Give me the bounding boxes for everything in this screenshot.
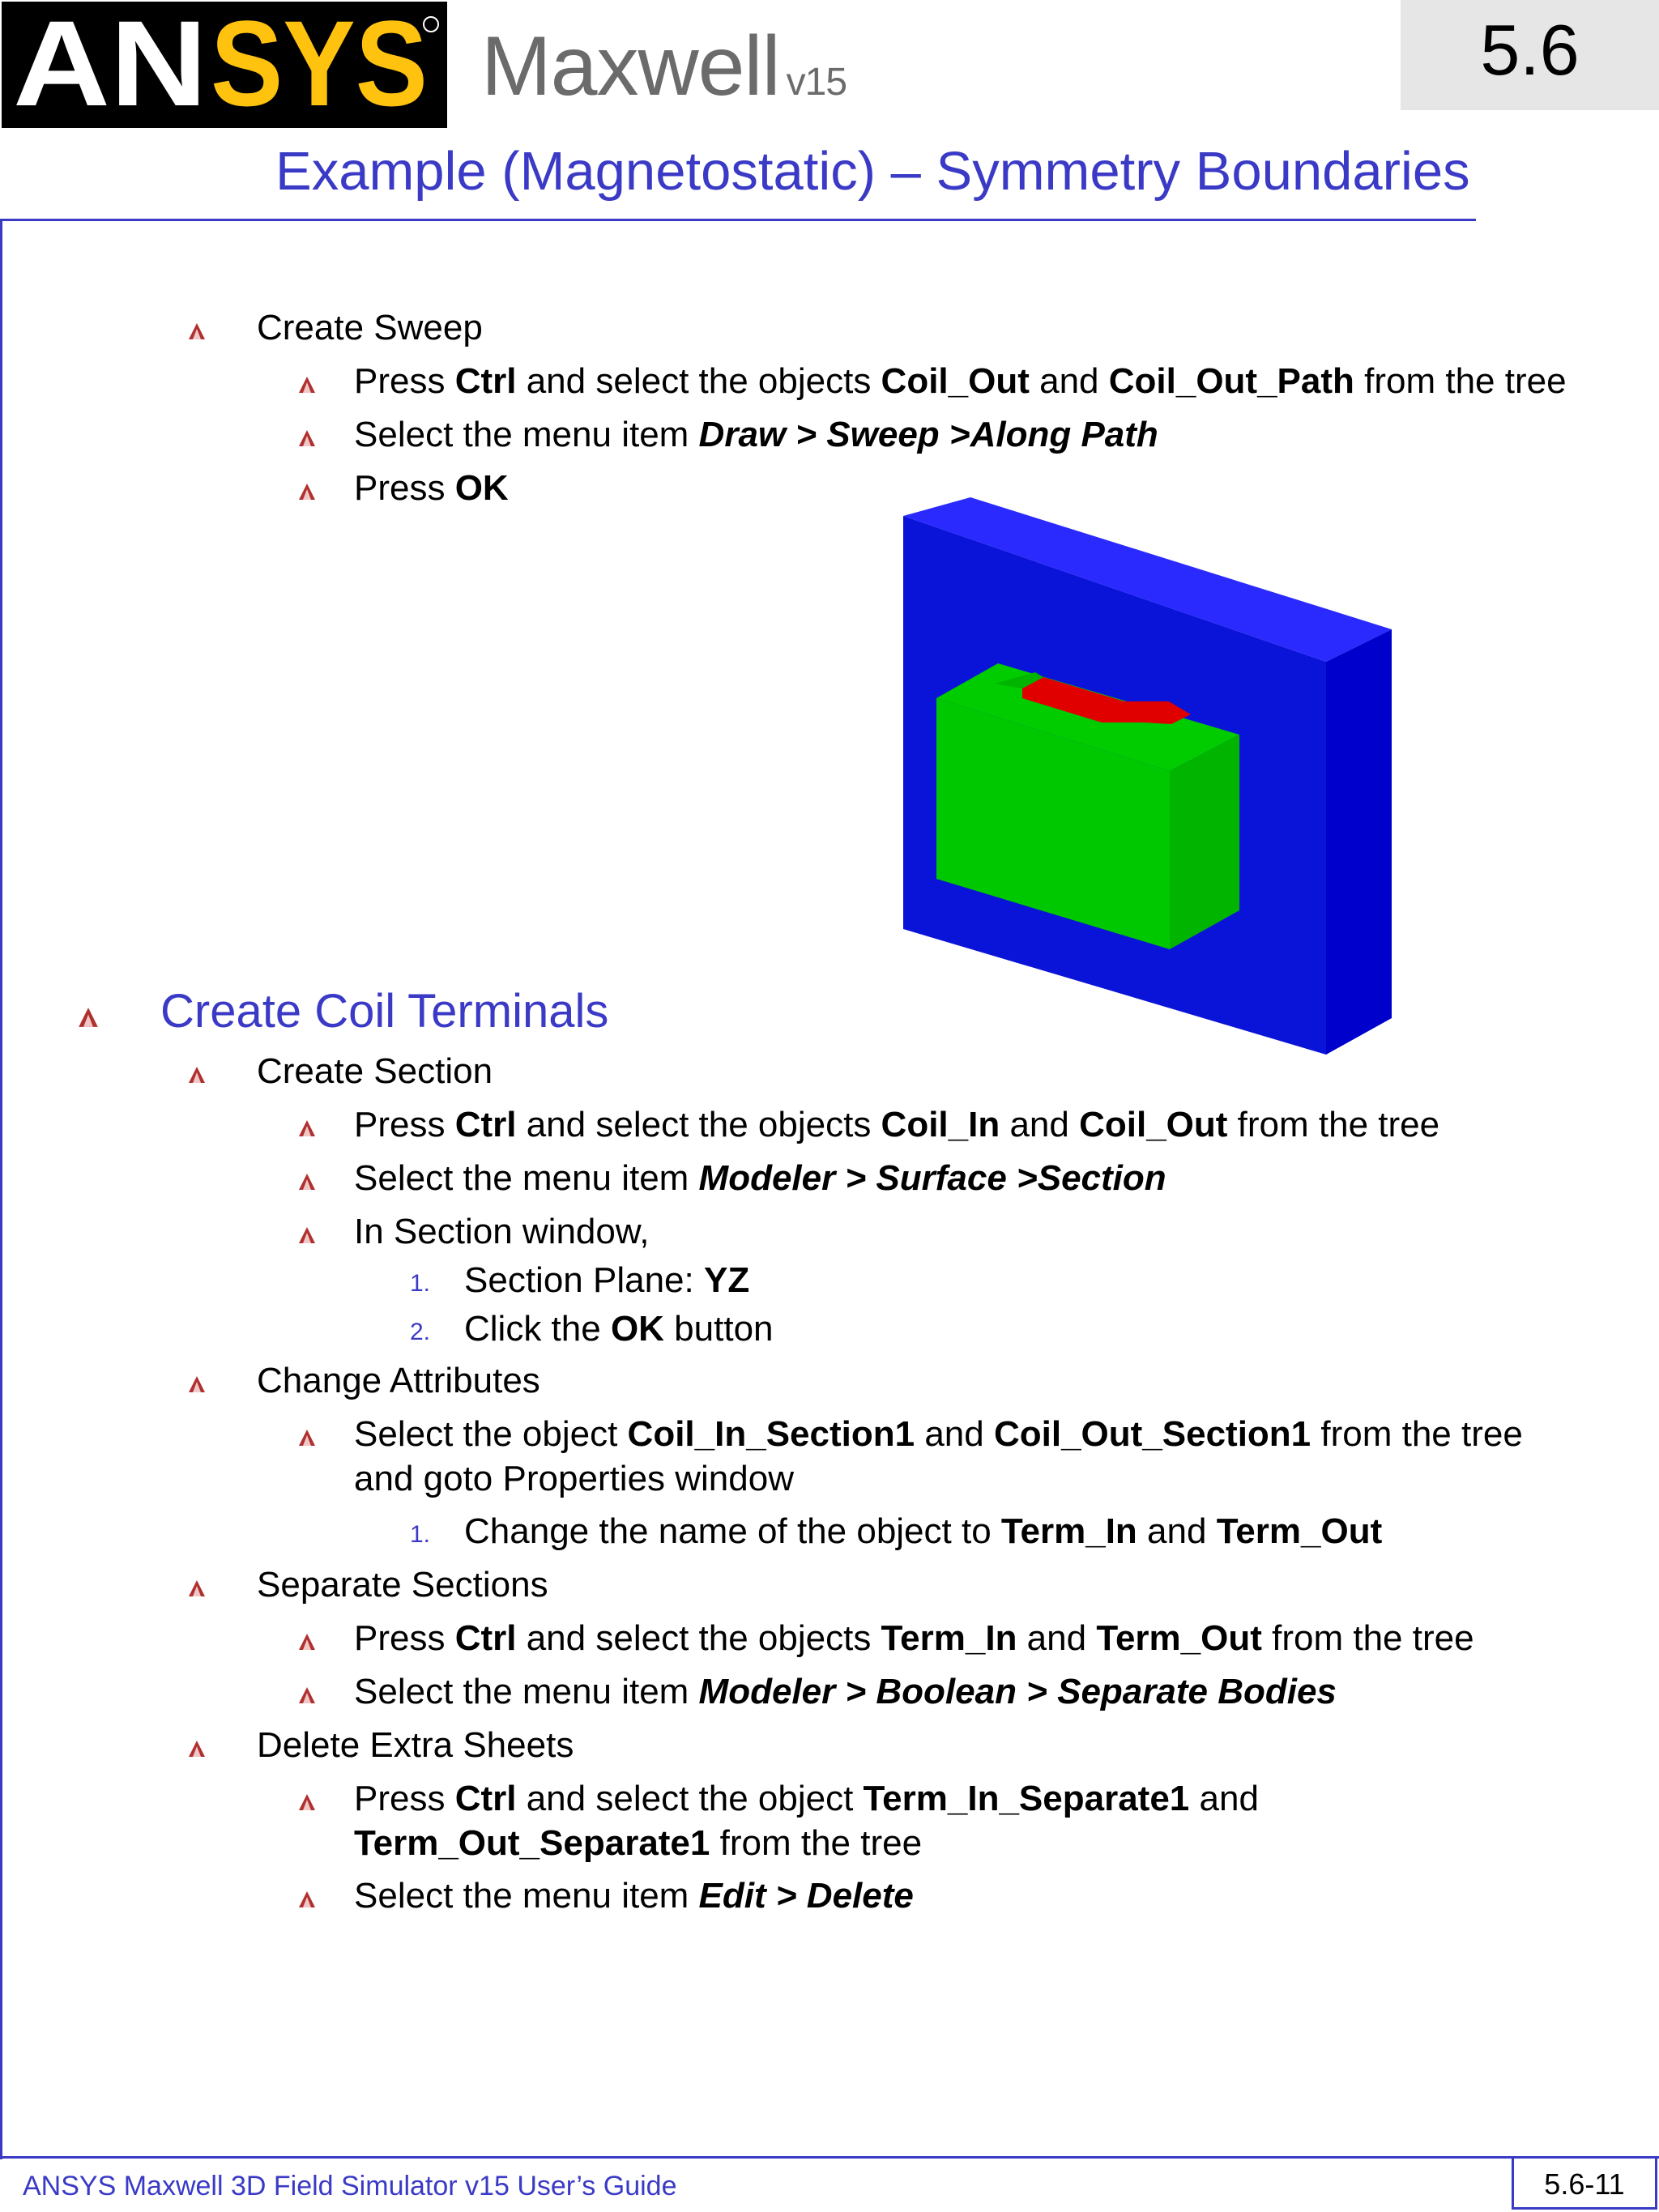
step-select-sections: Select the object Coil_In_Section1 and Coil_Out_Section1 from the tree <box>354 1414 1523 1454</box>
page-number: 5.6-11 <box>1544 2167 1625 2201</box>
bullet-icon <box>78 1007 99 1028</box>
step-select-terms: Press Ctrl and select the objects Term_In and Term_Out from the tree <box>354 1618 1474 1658</box>
step-select-separates-cont: Term_Out_Separate1 from the tree <box>354 1823 923 1863</box>
step-separate-menu: Select the menu item Modeler > Boolean > Separate Bodies <box>354 1672 1337 1711</box>
bullet-icon <box>298 1226 316 1244</box>
substep-section-plane: Section Plane: YZ <box>464 1260 750 1300</box>
bullet-icon <box>298 483 316 501</box>
list-number: 1. <box>410 1521 431 1548</box>
step-press-ok: Press OK <box>354 468 509 508</box>
heading-create-coil-terminals: Create Coil Terminals <box>160 985 609 1038</box>
step-select-coils: Press Ctrl and select the objects Coil_In and Coil_Out from the tree <box>354 1105 1440 1144</box>
product-version: v15 <box>786 61 847 104</box>
bullet-icon <box>298 1429 316 1447</box>
bullet-icon <box>298 1686 316 1704</box>
heading-separate-sections: Separate Sections <box>257 1565 548 1605</box>
step-sweep-menu: Select the menu item Draw > Sweep >Along Path <box>354 415 1158 454</box>
substep-rename: Change the name of the object to Term_In and Term_Out <box>464 1511 1383 1551</box>
section-number: 5.6 <box>1480 10 1580 90</box>
bullet-icon <box>188 1740 206 1758</box>
bullet-icon <box>298 1793 316 1811</box>
step-select-coil-out: Press Ctrl and select the objects Coil_Out and Coil_Out_Path from the tree <box>354 361 1567 401</box>
bullet-icon <box>188 1375 206 1393</box>
coil-model-figure <box>899 496 1395 1063</box>
step-section-menu: Select the menu item Modeler > Surface >Section <box>354 1158 1166 1198</box>
bullet-icon <box>188 322 206 340</box>
left-border <box>0 219 2 2159</box>
heading-create-sweep: Create Sweep <box>257 308 483 347</box>
bullet-icon <box>298 1119 316 1137</box>
bullet-icon <box>188 1066 206 1084</box>
page-title: Example (Magnetostatic) – Symmetry Boundaries <box>275 141 1470 202</box>
heading-create-section: Create Section <box>257 1051 493 1091</box>
list-number: 2. <box>410 1319 431 1345</box>
list-number: 1. <box>410 1270 431 1297</box>
substep-click-ok: Click the OK button <box>464 1309 774 1349</box>
heading-change-attributes: Change Attributes <box>257 1361 540 1400</box>
product-name: Maxwell v15 <box>481 19 847 113</box>
bullet-icon <box>298 1633 316 1651</box>
ansys-logo <box>2 2 447 128</box>
bullet-icon <box>298 429 316 447</box>
footer-guide-title: ANSYS Maxwell 3D Field Simulator v15 User’s Guide <box>23 2171 677 2201</box>
logo-sys: SYS <box>211 2 428 128</box>
core-side-face <box>1326 629 1392 1055</box>
footer-divider <box>0 2156 1659 2159</box>
heading-delete-extra-sheets: Delete Extra Sheets <box>257 1725 574 1765</box>
bullet-icon <box>298 1890 316 1908</box>
bullet-icon <box>298 376 316 394</box>
step-delete-menu: Select the menu item Edit > Delete <box>354 1876 914 1916</box>
bullet-icon <box>298 1173 316 1191</box>
step-select-sections-cont: and goto Properties window <box>354 1459 794 1498</box>
bullet-icon <box>188 1579 206 1597</box>
step-section-window: In Section window, <box>354 1212 650 1251</box>
logo-an: AN <box>13 2 207 128</box>
title-divider <box>0 219 1476 221</box>
step-select-separates: Press Ctrl and select the object Term_In_Separate1 and <box>354 1779 1259 1818</box>
